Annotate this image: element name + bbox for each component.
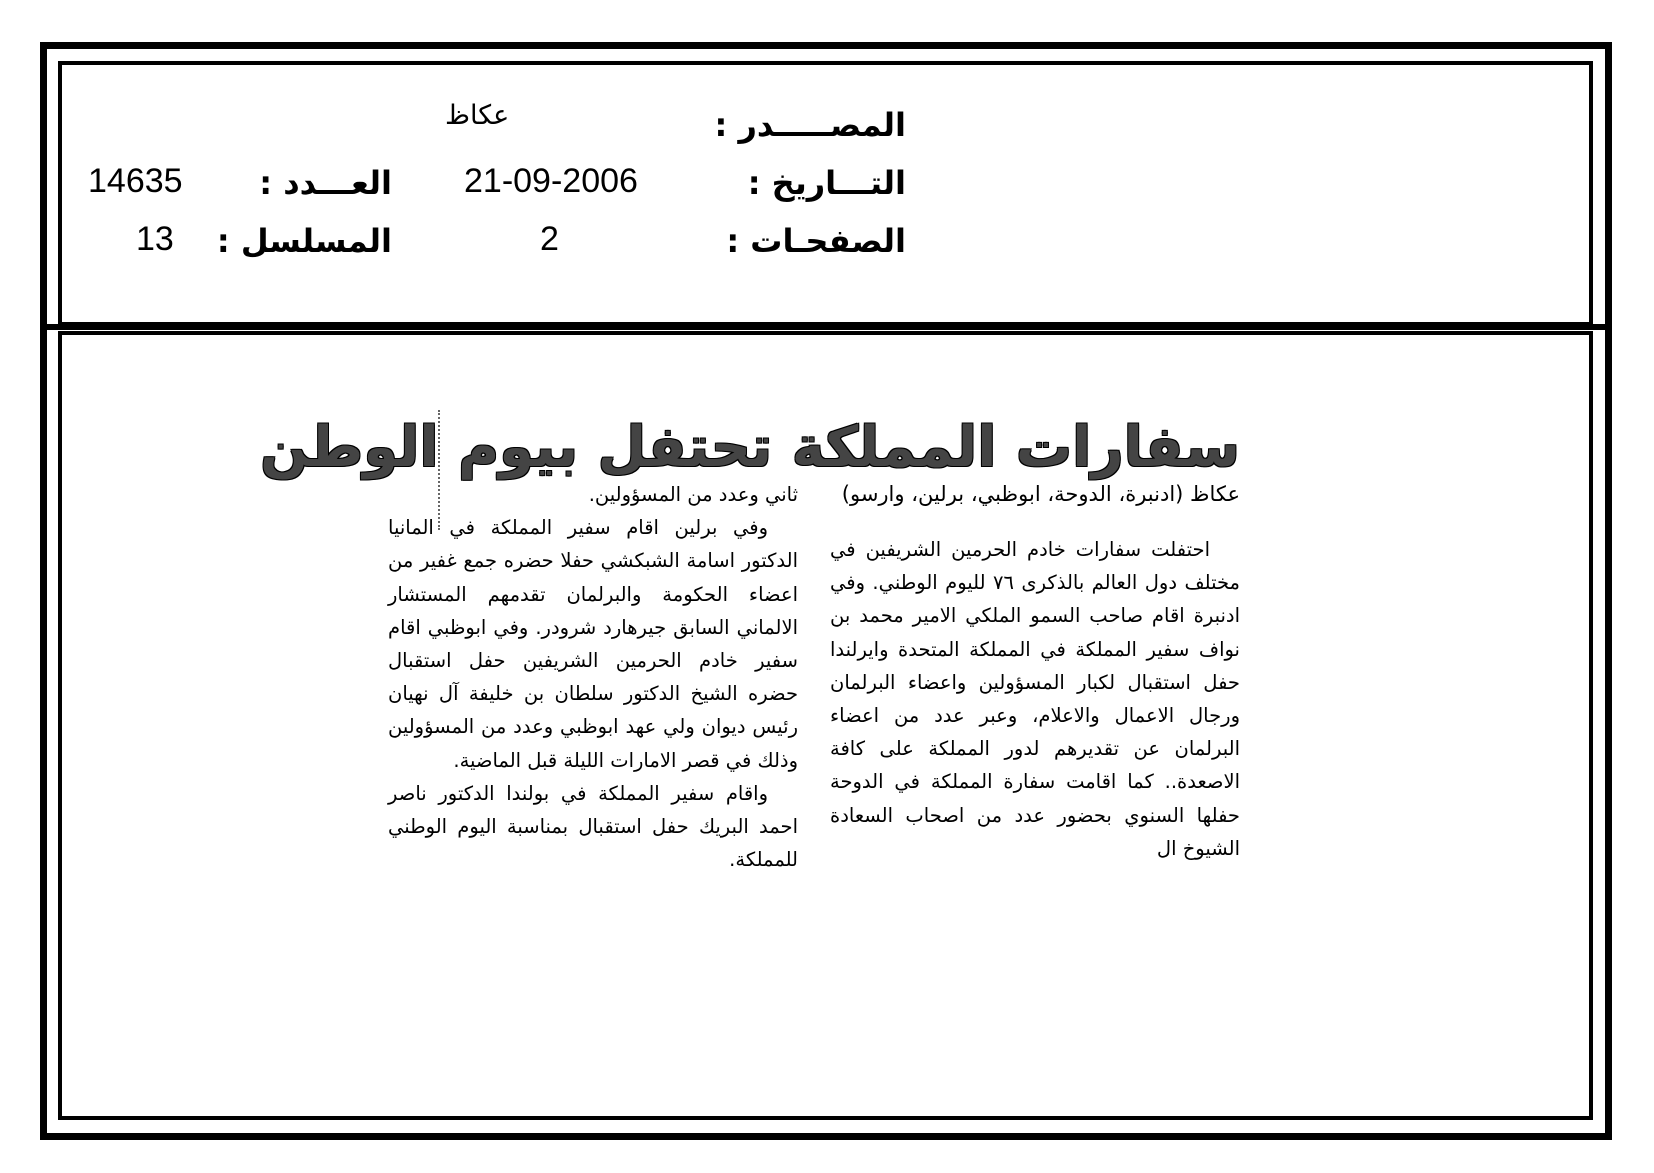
article-paragraph: وفي برلين اقام سفير المملكة في المانيا الدكتور اسامة الشبكشي حفلا حضره جمع غفير من اعضاء الحكومة والبرلمان تقدمهم المستشار الالماني السابق جيرهارد شرودر. وفي ابوظبي اقام سفير خادم الحرمين الشريفين حفل استقبال حضره الشيخ الدكتور سلطان بن خليفة آل نهيان رئيس ديوان ولي عهد ابوظبي وعدد من المسؤولين وذلك في قصر الامارات الليلة قبل الماضية. (388, 516, 798, 772)
source-label: المصـــــدر : (714, 106, 906, 144)
issue-label: العـــدد : (259, 164, 392, 202)
source-value: عكاظ (445, 100, 510, 131)
issue-value: 14635 (88, 162, 183, 200)
article-paragraph: واقام سفير المملكة في بولندا الدكتور ناصر احمد البريك حفل استقبال بمناسبة اليوم الوطني للمملكة. (388, 781, 798, 872)
article-dateline: عكاظ (ادنبرة، الدوحة، ابوظبي، برلين، وارسو) (841, 482, 1240, 506)
article-paragraph: احتفلت سفارات خادم الحرمين الشريفين في مختلف دول العالم بالذكرى ٧٦ لليوم الوطني. وفي ادنبرة اقام صاحب السمو الملكي الامير محمد بن نواف سفير المملكة في المملكة المتحدة وايرلندا حفل استقبال لكبار المسؤولين واعضاء البرلمان ورجال الاعمال والاعلام، وعبر عدد من اعضاء البرلمان عن تقديرهم لدور المملكة على كافة الاصعدة.. كما اقامت سفارة المملكة في الدوحة حفلها السنوي بحضور عدد من اصحاب السعادة الشيوخ ال (830, 538, 1240, 860)
date-label: التـــاريخ : (747, 164, 906, 202)
article-headline: سفارات المملكة تحتفل بيوم الوطن (260, 415, 1240, 480)
serial-value: 13 (136, 220, 174, 258)
pages-value: 2 (540, 220, 559, 258)
article-left-column (388, 478, 798, 876)
date-value: 21-09-2006 (464, 162, 638, 200)
article-paragraph: ثاني وعدد من المسؤولين. (588, 483, 798, 506)
article-right-column (830, 478, 1240, 865)
divider-line (46, 324, 1606, 330)
serial-label: المسلسل : (216, 222, 392, 260)
pages-label: الصفحـات : (726, 222, 906, 260)
